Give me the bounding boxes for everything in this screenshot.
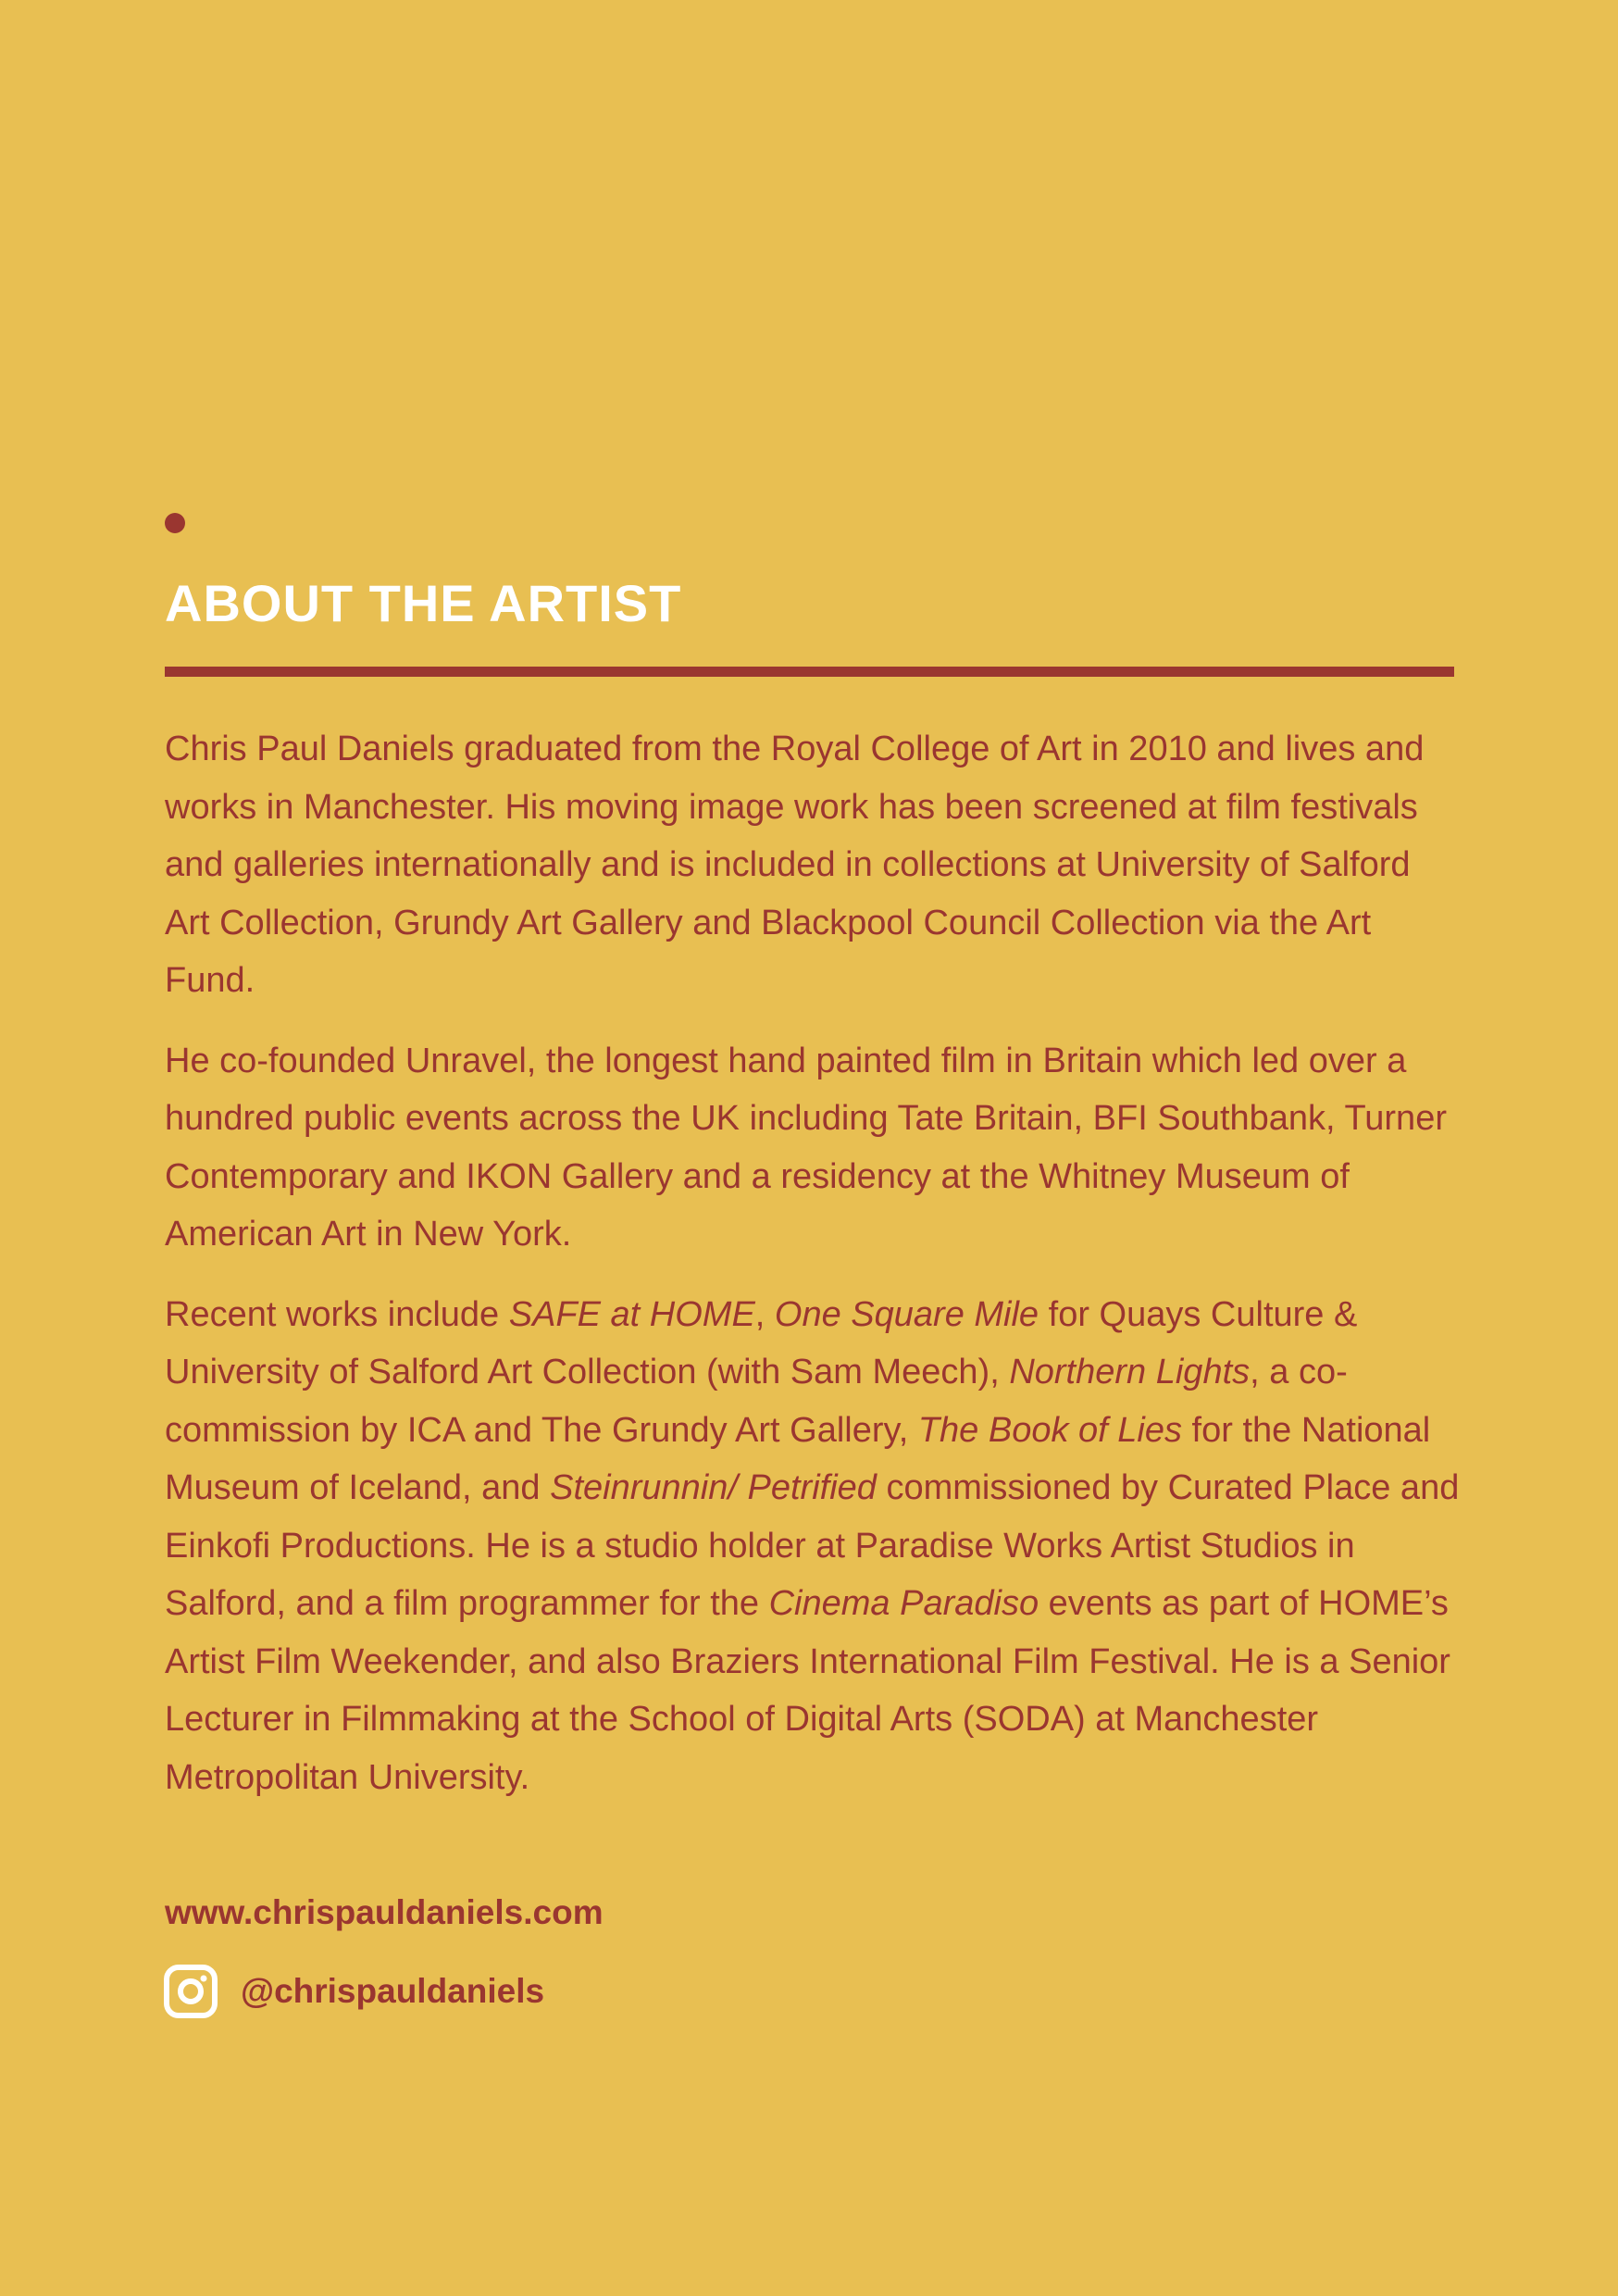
work-title: The Book of Lies <box>917 1410 1182 1450</box>
bio-paragraph-3 <box>165 1286 1461 1807</box>
work-title: Northern Lights <box>1009 1353 1251 1391</box>
bio-text: Recent works include <box>165 1294 509 1334</box>
bio-text: for Quays Culture & University of Salford Art Collection (with Sam Meech), <box>165 1294 1358 1391</box>
website-link[interactable]: www.chrispauldaniels.com <box>165 1893 604 1931</box>
bio-text: events as part of HOME’s Artist Film Weekender, and also Braziers International Film Festival. He is a Senior Lecturer in Filmmaking at the School of Digital Arts (SODA) at Manchester Metropolitan University. <box>165 1584 1450 1797</box>
work-title: SAFE at HOME <box>508 1294 755 1334</box>
page-title: ABOUT THE ARTIST <box>165 574 682 632</box>
section-bullet <box>165 513 185 533</box>
bio-text: , <box>754 1294 775 1334</box>
bio-text: for the National Museum of Iceland, and <box>165 1410 1431 1507</box>
title-divider <box>165 667 1454 677</box>
work-title: Steinrunnin/ Petrified <box>550 1468 877 1507</box>
artist-bio <box>165 720 1461 1828</box>
instagram-handle: @chrispauldaniels <box>241 1972 545 2010</box>
work-title: Cinema Paradiso <box>768 1584 1039 1623</box>
bio-text: , a co-commission by ICA and The Grundy Art Gallery, <box>165 1353 1348 1450</box>
bio-paragraph-1: Chris Paul Daniels graduated from the Royal College of Art in 2010 and lives and works in Manchester. His moving image work has been screened at film festivals and galleries internationally and is included in collections at University of Salford Art Collection, Grundy Art Gallery and Blackpool Council Collection via the Art Fund. <box>165 730 1425 1000</box>
instagram-link[interactable] <box>163 1964 544 2019</box>
bio-paragraph-2: He co-founded Unravel, the longest hand painted film in Britain which led over a hundred public events across the UK including Tate Britain, BFI Southbank, Turner Contemporary and IKON Gallery and a residency at the Whitney Museum of American Art in New York. <box>165 1041 1447 1254</box>
bio-text: commissioned by Curated Place and Einkofi Productions. He is a studio holder at Paradise Works Artist Studios in Salford, and a film programmer for the <box>165 1468 1460 1623</box>
instagram-icon <box>163 1964 218 2019</box>
work-title: One Square Mile <box>774 1294 1039 1334</box>
